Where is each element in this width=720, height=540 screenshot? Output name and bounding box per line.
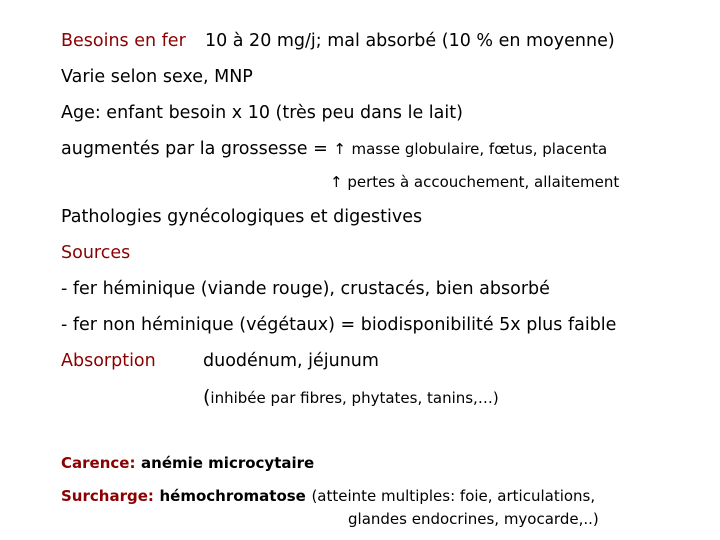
source-non-heminique: - fer non héminique (végétaux) = biodisponibilité 5x plus faible [61, 315, 617, 335]
source-heminique: - fer héminique (viande rouge), crustacés, bien absorbé [61, 279, 550, 299]
besoins-line [61, 30, 615, 52]
surcharge-label: Surcharge: [61, 487, 154, 505]
age-line: Age: enfant besoin x 10 (très peu dans le lait) [61, 103, 463, 123]
surcharge-detail-1: (atteinte multiples: foie, articulations, [311, 487, 596, 505]
grossesse-main: augmentés par la grossesse = [61, 139, 328, 159]
grossesse-line [61, 138, 607, 160]
pathologies-line: Pathologies gynécologiques et digestives [61, 207, 423, 227]
surcharge-line [61, 485, 595, 507]
grossesse-detail-2: pertes à accouchement, allaitement [347, 173, 620, 191]
grossesse-subline [330, 171, 619, 193]
absorption-value: duodénum, jéjunum [203, 351, 379, 371]
grossesse-detail-1: masse globulaire, fœtus, placenta [351, 140, 608, 158]
absorption-label: Absorption [61, 351, 156, 371]
carence-line [61, 452, 314, 474]
varie-line: Varie selon sexe, MNP [61, 67, 253, 87]
surcharge-detail-2: glandes endocrines, myocarde,..) [348, 510, 599, 528]
absorption-note: inhibée par fibres, phytates, tanins,…) [210, 389, 499, 407]
sources-label: Sources [61, 243, 131, 263]
surcharge-value: hémochromatose [159, 487, 306, 505]
besoins-label: Besoins en fer [61, 31, 186, 51]
carence-value: anémie microcytaire [141, 454, 315, 472]
absorption-note-line [203, 386, 499, 409]
absorption-paren: ( [203, 386, 211, 408]
up-arrow-icon: ↑ [330, 173, 343, 191]
up-arrow-icon: ↑ [333, 140, 346, 158]
carence-label: Carence: [61, 454, 136, 472]
besoins-value: 10 à 20 mg/j; mal absorbé (10 % en moyenne) [204, 31, 615, 51]
